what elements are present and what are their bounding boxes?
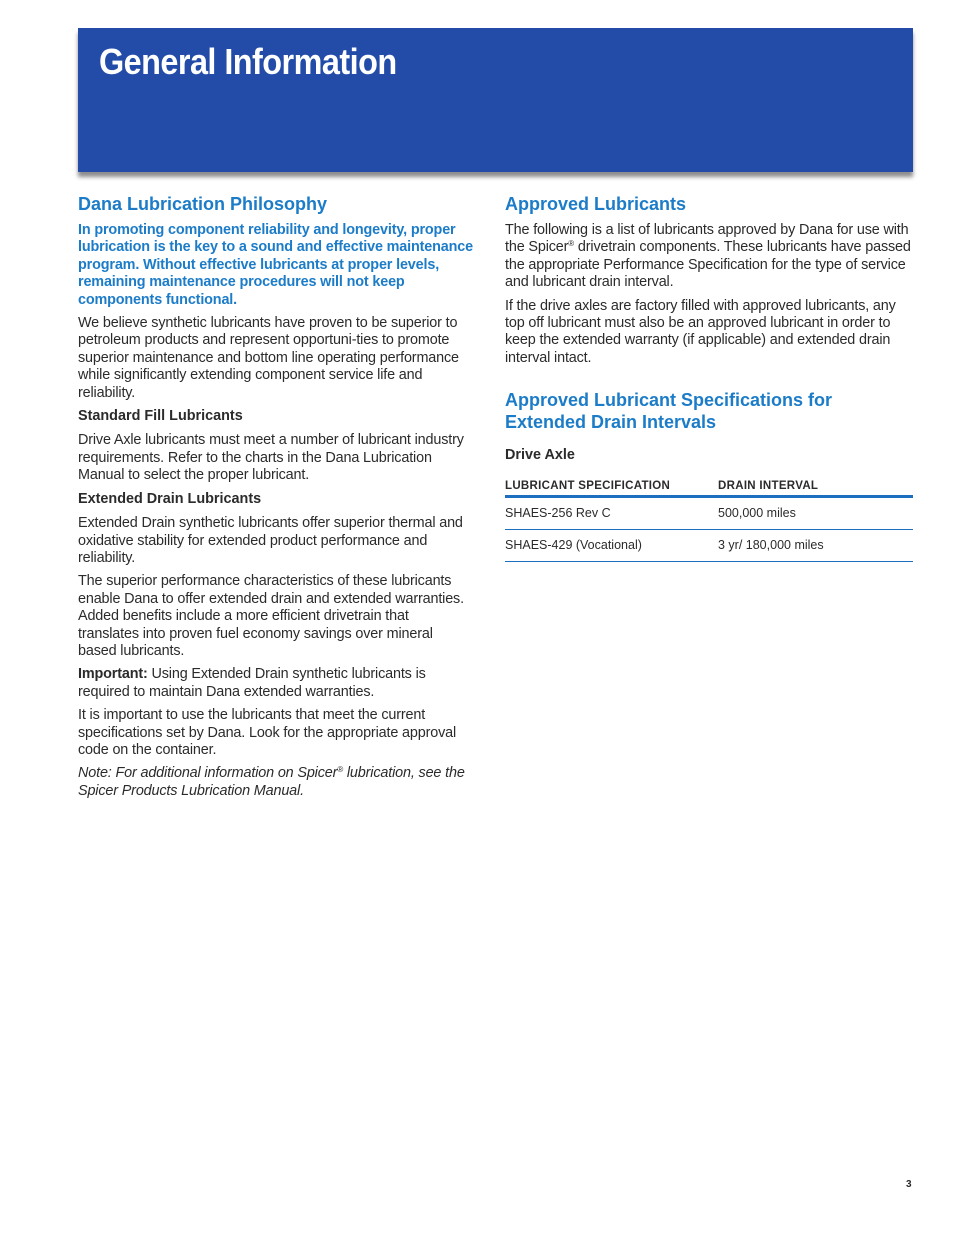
spec-heading: Approved Lubricant Specifications for Extended Drain Intervals bbox=[505, 390, 833, 433]
philosophy-heading: Dana Lubrication Philosophy bbox=[78, 194, 328, 214]
registered-mark: ® bbox=[568, 239, 575, 249]
note-text-b: lubrication, see the Spicer Products Lubrication Manual. bbox=[78, 765, 465, 799]
standard-fill-text: Drive Axle lubricants must meet a number of lubricant industry requirements. Refer to the charts in the Dana Lubrication Manual to select the proper lubricant. bbox=[78, 432, 464, 484]
registered-mark: ® bbox=[337, 765, 344, 775]
intro-text-b: drivetrain components. These lubricants have passed the appropriate Performance Specification for the type of service and lubricant drain interval. bbox=[505, 239, 911, 291]
intro-text-a: The following is a list of lubricants approved by Dana for use with the Spicer bbox=[505, 222, 909, 256]
important-paragraph bbox=[78, 666, 473, 701]
extended-drain-text-2: The superior performance characteristics of these lubricants enable Dana to offer extended drain and extended warranties. Added benefits include a more efficient drivetrain that translates into proven fuel economy savings over mineral based lubricants. bbox=[78, 573, 464, 659]
drive-axle-heading: Drive Axle bbox=[505, 447, 575, 464]
note-text-a: Note: For additional information on Spicer bbox=[78, 765, 338, 782]
column-header-drain-interval: DRAIN INTERVAL bbox=[718, 478, 913, 497]
table-row bbox=[505, 529, 913, 561]
extended-drain-heading: Extended Drain Lubricants bbox=[78, 490, 262, 507]
column-header-specification: LUBRICANT SPECIFICATION bbox=[505, 478, 718, 497]
extended-drain-text-1: Extended Drain synthetic lubricants offer superior thermal and oxidative stability for extended product performance and reliability. bbox=[78, 515, 463, 566]
important-label: Important: bbox=[78, 666, 148, 683]
table-row bbox=[505, 496, 913, 529]
table-header-row bbox=[505, 478, 913, 497]
page-title: General Information bbox=[99, 41, 397, 82]
approved-intro bbox=[505, 222, 913, 292]
lubrication-note bbox=[78, 765, 473, 800]
interval-cell: 500,000 miles bbox=[718, 496, 913, 529]
specs-paragraph: It is important to use the lubricants that meet the current specifications set by Dana. Look for the appropriate approval code on the container. bbox=[78, 707, 457, 758]
spec-cell: SHAES-256 Rev C bbox=[505, 496, 718, 529]
philosophy-paragraph: We believe synthetic lubricants have proven to be superior to petroleum products and represent opportuni-ties to promote superior maintenance and bottom line operating performance while significantly extending component service life and reliability. bbox=[78, 315, 459, 401]
important-text: Using Extended Drain synthetic lubricants is required to maintain Dana extended warranties. bbox=[78, 666, 426, 700]
philosophy-lead: In promoting component reliability and longevity, proper lubrication is the key to a sound and effective maintenance program. Without effective lubricants at proper levels, remaining maintenance procedures will not keep components functional. bbox=[78, 222, 473, 308]
spec-cell: SHAES-429 (Vocational) bbox=[505, 529, 718, 561]
left-column bbox=[78, 193, 473, 806]
interval-cell: 3 yr/ 180,000 miles bbox=[718, 529, 913, 561]
page-number: 3 bbox=[906, 1179, 912, 1190]
lubricant-spec-table bbox=[505, 478, 913, 562]
right-column bbox=[505, 193, 913, 562]
header-banner bbox=[78, 28, 913, 172]
standard-fill-heading: Standard Fill Lubricants bbox=[78, 408, 243, 425]
approved-lubricants-heading: Approved Lubricants bbox=[505, 194, 687, 214]
factory-fill-paragraph: If the drive axles are factory filled with approved lubricants, any top off lubricant must also be an approved lubricant in order to keep the extended warranty (if applicable) and extended drain interval intact. bbox=[505, 297, 896, 366]
